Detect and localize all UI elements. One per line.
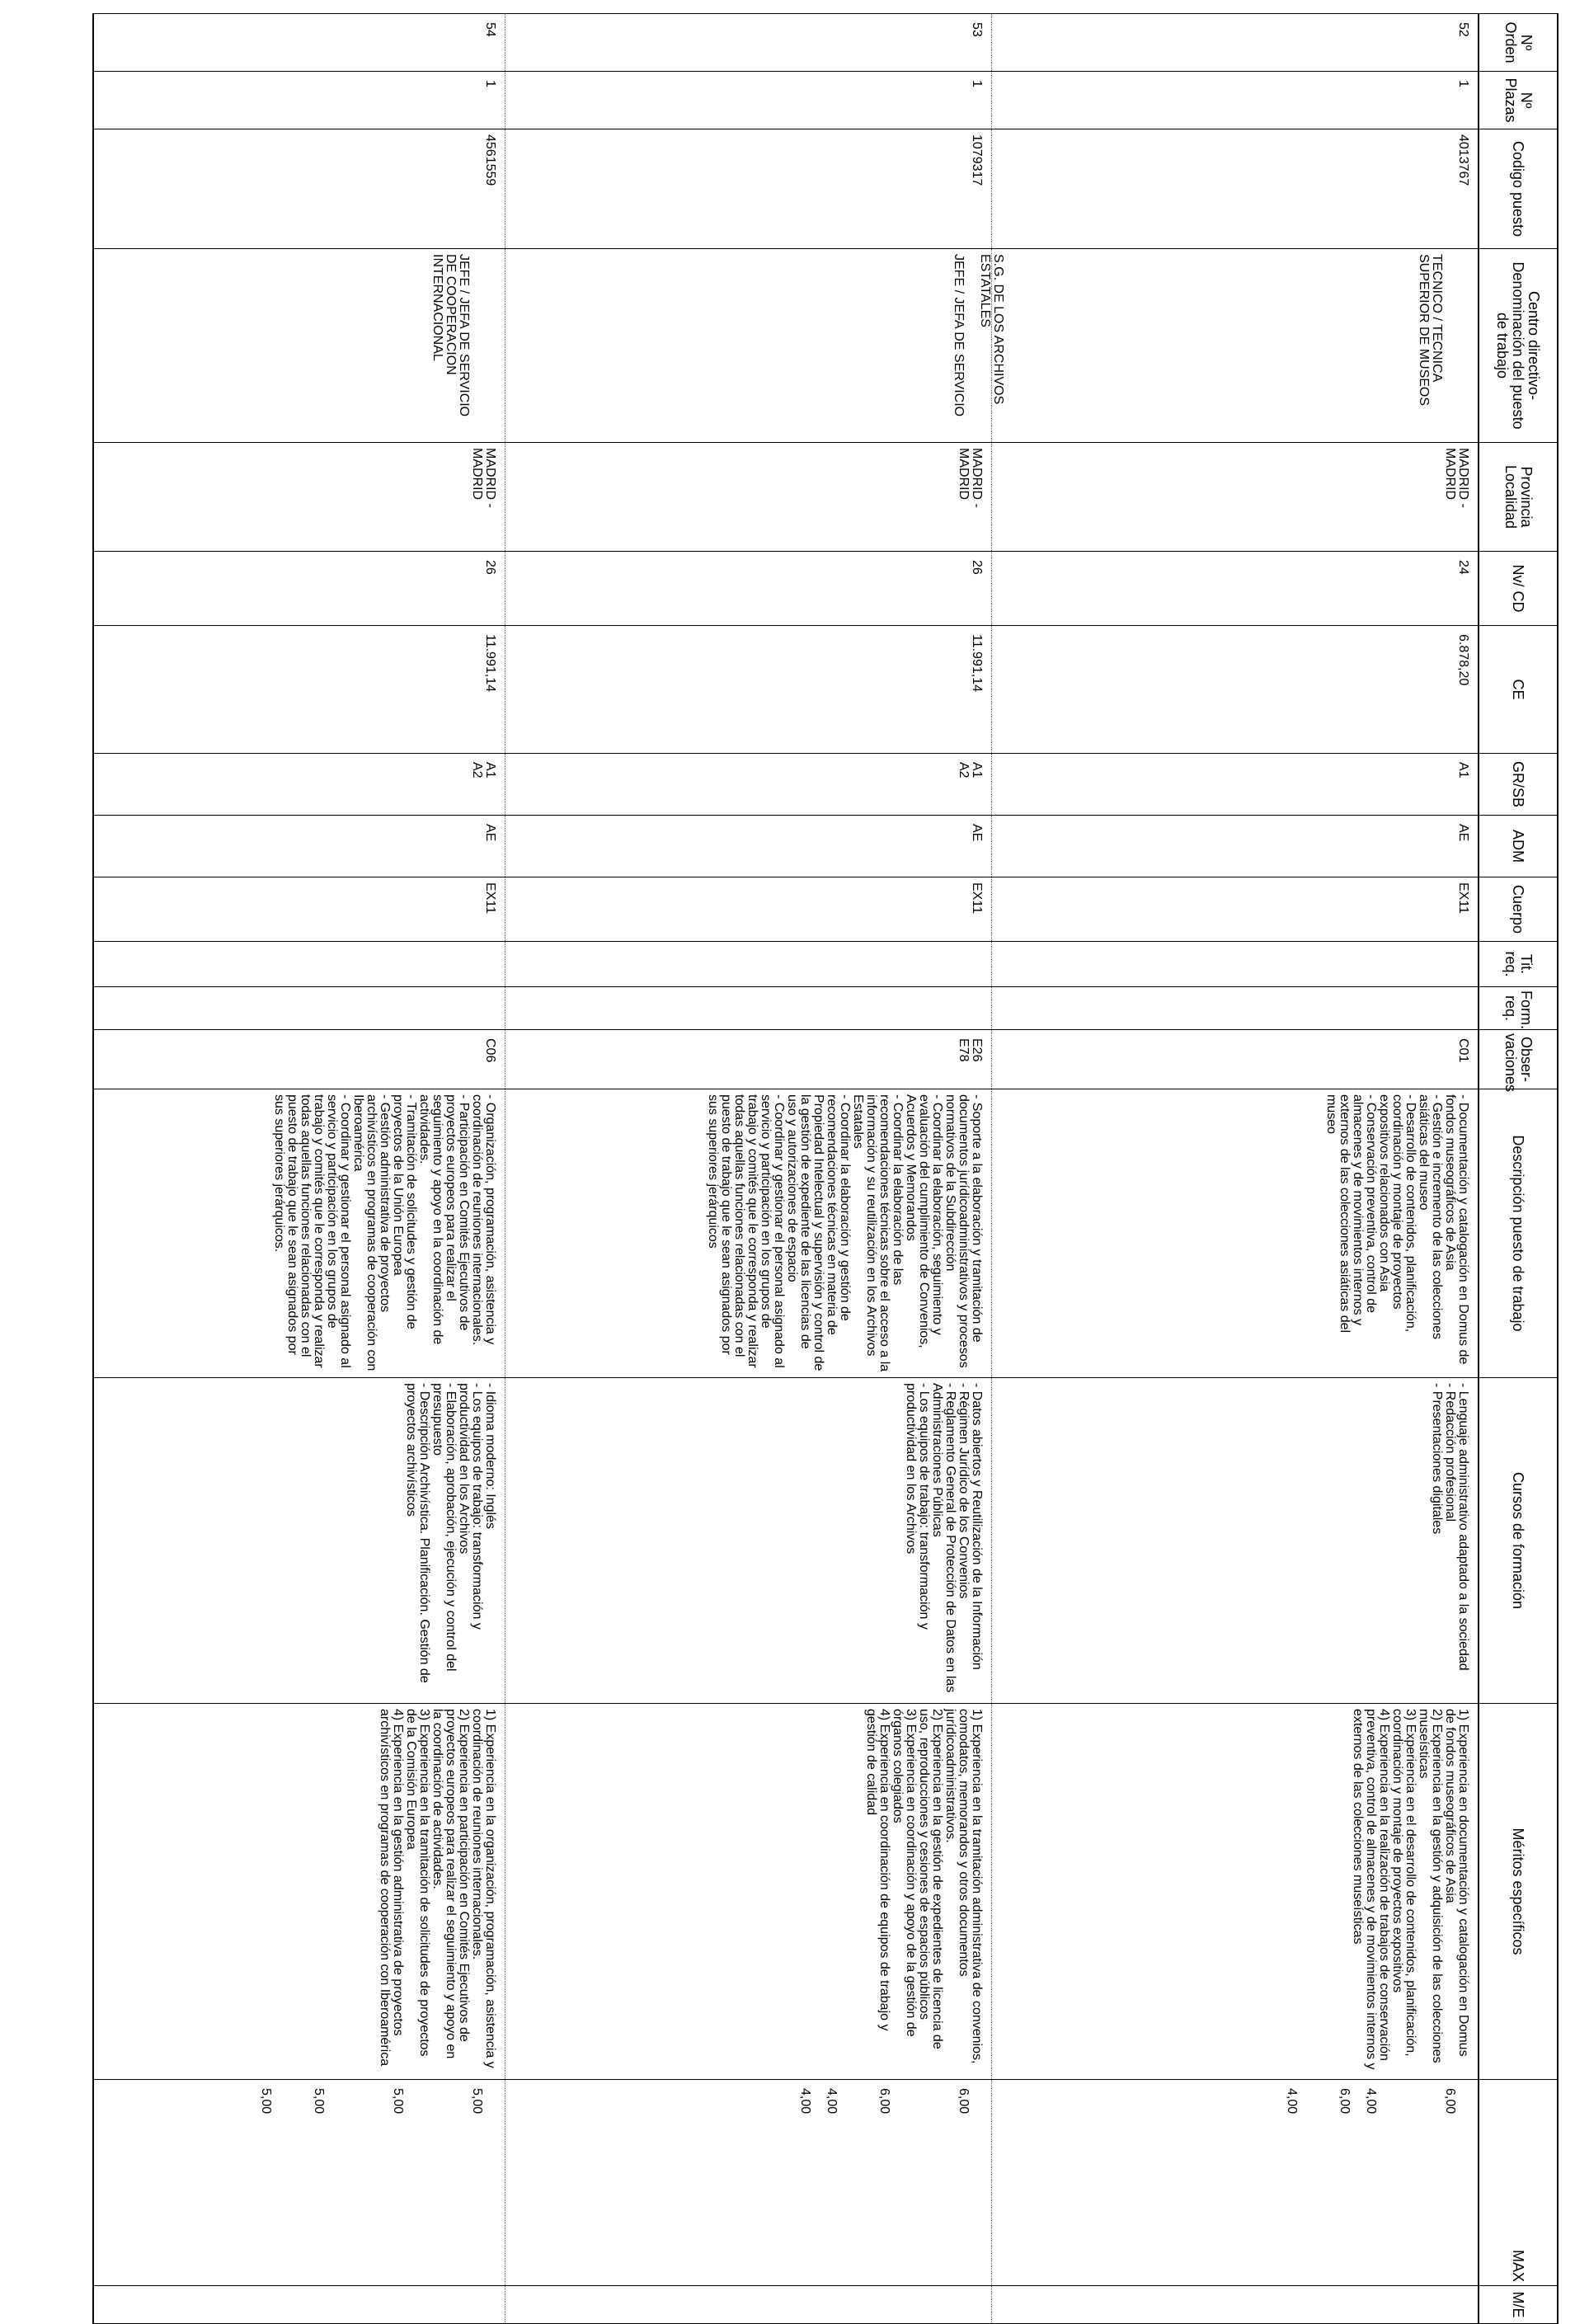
cell-max xyxy=(93,2080,505,2286)
cell-descripcion: - Documentación y catalogación en Domus de fondos museográficos de Asia - Gestión e incremento de las colecciones asiáticas del museo - Desarrollo de contenidos, planificación, coordinación y montaje de proyectos expositivos relacionados con Asia - Conservación preventiva, control de almacenes y de movimientos internos y externos de las colecciones asiáticas del museo xyxy=(992,1089,1479,1378)
max-value xyxy=(286,2088,299,2280)
cell-cuerpo: EX11 xyxy=(93,877,505,942)
col-header-grupo: GR/SB xyxy=(1479,754,1558,816)
cell-max xyxy=(992,2080,1479,2286)
max-value xyxy=(1311,2088,1324,2280)
max-value: 4,00 xyxy=(1364,2088,1378,2115)
cell-form xyxy=(992,987,1479,1030)
max-value xyxy=(905,2088,918,2280)
cell-form xyxy=(505,987,992,1030)
max-value: 4,00 xyxy=(798,2088,813,2115)
cell-obs: C01 xyxy=(992,1030,1479,1089)
cell-cuerpo: EX11 xyxy=(505,877,992,942)
max-value xyxy=(339,2088,352,2280)
col-header-form: Form. req. xyxy=(1479,987,1558,1030)
cell-nivel: 24 xyxy=(992,552,1479,626)
table-row xyxy=(505,14,992,2324)
cell-tit xyxy=(505,942,992,987)
max-value xyxy=(852,2088,865,2280)
cell-puesto: JEFE / JEFA DE SERVICIO DE COOPERACION INTERNACIONAL xyxy=(430,254,472,417)
cell-me xyxy=(93,2286,505,2324)
cell-cursos: - Datos abiertos y Reutilización de la Información - Régimen Jurídico de los Convenios - Reglamento General de Protección de Datos en las Administraciones Públicas - Los equipos de trabajo: transformación y productividad en los Archivos xyxy=(505,1378,992,1704)
cell-nivel: 26 xyxy=(93,552,505,626)
max-value xyxy=(365,2088,378,2280)
max-value: 6,00 xyxy=(1338,2088,1352,2115)
cell-adm: AE xyxy=(93,816,505,877)
col-header-ce: CE xyxy=(1479,626,1558,754)
cell-puesto: JEFE / JEFA DE SERVICIO xyxy=(952,254,966,417)
cell-orden: 54 xyxy=(93,14,505,72)
cell-meritos: 1) Experiencia en la tramitación administrativa de convenios, comodatos, memorandos y otros documentos jurídicoadministrativos. 2) Experiencia en la gestión de expedientes de licencia de uso, reproducciones y cesiones de espacios públicos 3) Experiencia en coordinación y apoyo de la gestión de órganos colegiados 4) Experiencia en coordinación de equipos de trabajo y gestión de calidad xyxy=(505,1704,992,2080)
cell-tit xyxy=(93,942,505,987)
cell-subdireccion: S.G. DE LOS ARCHIVOS ESTATALES xyxy=(978,254,1006,405)
max-value: 5,00 xyxy=(259,2088,274,2115)
cell-ce: 11.991,14 xyxy=(505,626,992,754)
cell-meritos: 1) Experiencia en la organización, programación, asistencia y coordinación de reuniones internacionales. 2) Experiencia en participación en Comités Ejecutivos de proyectos europeos para realizar el seguimiento y apoyo en la coordinación de actividades. 3) Experiencia en la tramitación de solicitudes de proyectos de la Comisión Europea 4) Experiencia en la gestión administrativa de proyectos archivísticos en programas de cooperación con Iberoamérica xyxy=(93,1704,505,2080)
cell-plazas: 1 xyxy=(992,72,1479,129)
col-header-descripcion: Descripción puesto de trabajo xyxy=(1479,1089,1558,1378)
col-header-tit: Tit. req. xyxy=(1479,942,1558,987)
table-row xyxy=(992,14,1479,2324)
cell-orden: 53 xyxy=(505,14,992,72)
cell-tit xyxy=(992,942,1479,987)
job-positions-table xyxy=(92,13,1559,2324)
col-header-centro: Centro directivo- Denominación del puesto de trabajo xyxy=(1479,249,1558,443)
max-value xyxy=(1390,2088,1403,2280)
col-header-codigo: Codigo puesto xyxy=(1479,129,1558,249)
cell-provincia: MADRID - MADRID xyxy=(992,443,1479,552)
cell-me xyxy=(992,2286,1479,2324)
cell-adm: AE xyxy=(992,816,1479,877)
max-value xyxy=(1417,2088,1430,2280)
cell-ce: 11.991,14 xyxy=(93,626,505,754)
cell-adm: AE xyxy=(505,816,992,877)
cell-max xyxy=(505,2080,992,2286)
cell-cursos: - Lenguaje administrativo adaptado a la sociedad - Redacción profesional - Presentaciones digitales xyxy=(992,1378,1479,1704)
cell-puesto: TECNICO / TECNICA SUPERIOR DE MUSEOS xyxy=(1417,254,1444,407)
cell-nivel: 26 xyxy=(505,552,992,626)
table-body xyxy=(93,14,1479,2324)
max-value: 5,00 xyxy=(391,2088,406,2115)
max-value: 6,00 xyxy=(1443,2088,1457,2115)
col-header-plazas: Nº Plazas xyxy=(1479,72,1558,129)
max-value: 5,00 xyxy=(470,2088,485,2115)
max-value: 4,00 xyxy=(1285,2088,1299,2115)
cell-grupo: A1 A2 xyxy=(505,754,992,816)
cell-provincia: MADRID - MADRID xyxy=(505,443,992,552)
cell-grupo: A1 A2 xyxy=(93,754,505,816)
col-header-obs: Obser- vaciones xyxy=(1479,1030,1558,1089)
col-header-nivel: Nv/ CD xyxy=(1479,552,1558,626)
col-header-me: M/E xyxy=(1479,2286,1558,2324)
cell-descripcion: - Soporte a la elaboración y tramitación de documentos jurídicoadministrativos y procesos normativos de la Subdirección - Coordinar la elaboración, seguimiento y evaluación del cumplimiento de Convenios, Acuerdos y Memorandos - Coordinar la elaboración de las recomendaciones técnicas sobre el acceso a la información y su reutilización en los Archivos Estatales - Coordinar la elaboración y gestión de recomendaciones técnicas en materia de Propiedad Intelectual y supervisión y control de la gestión de expediente de las licencias de uso y autorizaciones de espacio - Coordinar y gestionar el personal asignado al servicio y participación en los grupos de trabajo y comités que le corresponda y realizar todas aquellas funciones relacionadas con el puesto de trabajo que le sean asignados por sus superiores jerárquicos xyxy=(505,1089,992,1378)
max-value: 6,00 xyxy=(957,2088,971,2115)
cell-orden: 52 xyxy=(992,14,1479,72)
cell-plazas: 1 xyxy=(93,72,505,129)
table-row xyxy=(93,14,505,2324)
cell-codigo: 4561559 xyxy=(93,129,505,249)
cell-descripcion: - Organización, programación, asistencia y coordinación de reuniones internacionales. - Participación en Comités Ejecutivos de proyectos europeos para realizar el seguimiento y apoyo en la coordinación de actividades. - Tramitación de solicitudes y gestión de proyectos de la Unión Europea - Gestión administrativa de proyectos archivísticos en programas de cooperación con Iberoamérica - Coordinar y gestionar el personal asignado al servicio y participación en los grupos de trabajo y comités que le corresponda y realizar todas aquellas funciones relacionadas con el puesto de trabajo que le sean asignados por sus superiores jerárquicos. xyxy=(93,1089,505,1378)
cell-form xyxy=(93,987,505,1030)
cell-centro xyxy=(505,249,1006,443)
cell-obs: C06 xyxy=(93,1030,505,1089)
cell-provincia: MADRID - MADRID xyxy=(93,443,505,552)
col-header-adm: ADM xyxy=(1479,816,1558,877)
cell-meritos: 1) Experiencia en documentación y catalogación en Domus de fondos museográficos de Asia 2) Experiencia en la gestión y adquisición de las colecciones museísticas 3) Experiencia en el desarrollo de contenidos, planificación, coordinación y montaje de proyectos expositivos 4) Experiencia en la realización de trabajos de conservación preventiva, control de almacenes y de movimientos internos y externos de las colecciones museísticas xyxy=(992,1704,1479,2080)
cell-ce: 6.878,20 xyxy=(992,626,1479,754)
cell-centro xyxy=(992,249,1479,443)
cell-cursos: - Idioma moderno: Inglés - Los equipos de trabajo: transformación y productividad en los Archivos - Elaboración, aprobación, ejecución y control del presupuesto - Descripción Archivística. Planificación. Gestión de proyectos archivísticos xyxy=(93,1378,505,1704)
max-value: 5,00 xyxy=(312,2088,327,2115)
cell-codigo: 4013767 xyxy=(992,129,1479,249)
cell-plazas: 1 xyxy=(505,72,992,129)
max-value xyxy=(444,2088,458,2280)
col-header-cuerpo: Cuerpo xyxy=(1479,877,1558,942)
table-header xyxy=(1479,14,1558,2324)
col-header-cursos: Cursos de formación xyxy=(1479,1378,1558,1704)
col-header-orden: Nº Orden xyxy=(1479,14,1558,72)
cell-obs: E26 E78 xyxy=(505,1030,992,1089)
col-header-meritos: Méritos específicos xyxy=(1479,1704,1558,2080)
max-value: 4,00 xyxy=(825,2088,839,2115)
cell-me xyxy=(505,2286,992,2324)
cell-cuerpo: EX11 xyxy=(992,877,1479,942)
max-value: 6,00 xyxy=(877,2088,892,2115)
max-value xyxy=(931,2088,944,2280)
cell-grupo: A1 xyxy=(992,754,1479,816)
max-value xyxy=(418,2088,431,2280)
col-header-max: MAX xyxy=(1479,2080,1558,2286)
cell-centro xyxy=(93,249,505,443)
cell-codigo: 1079317 xyxy=(505,129,992,249)
col-header-provincia: Provincia Localidad xyxy=(1479,443,1558,552)
